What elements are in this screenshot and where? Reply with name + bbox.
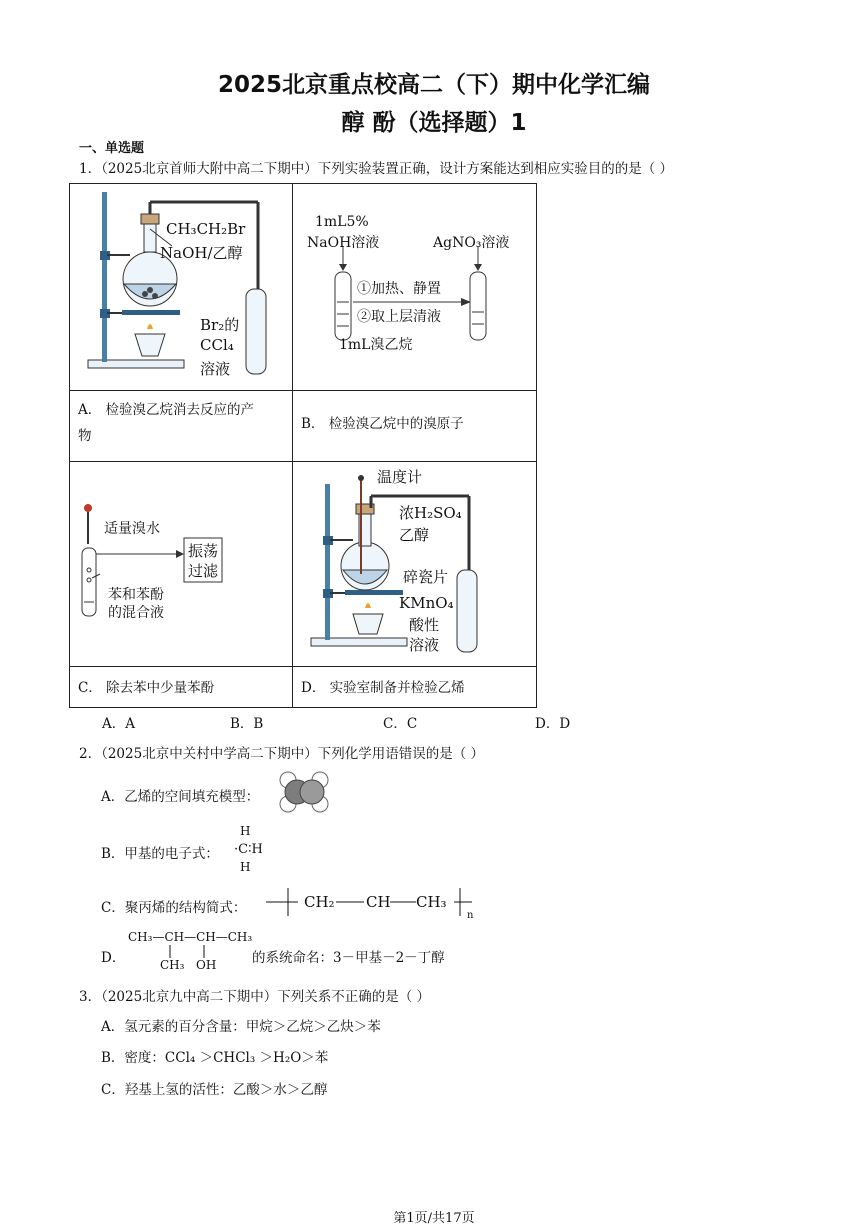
- caption-a-line1: A． 检验溴乙烷消去反应的产: [78, 402, 255, 418]
- question-2-stem: 2．（2025北京中关村中学高二下期中）下列化学用语错误的是（ ）: [79, 746, 484, 762]
- tube-label-2: CCl₄: [200, 336, 234, 354]
- reagent-label-2: NaOH/乙醇: [160, 244, 243, 262]
- alcohol-hydroxyl-branch: OH: [196, 958, 217, 972]
- sulfuric-acid-label: 浓H₂SO₄: [399, 504, 462, 522]
- q1-option-c[interactable]: C．C: [383, 716, 418, 732]
- cell-c-caption: [70, 667, 293, 708]
- reagent-label-1: CH₃CH₂Br: [166, 220, 246, 238]
- q3-option-c[interactable]: C．羟基上氢的活性：乙酸＞水＞乙醇: [101, 1082, 328, 1098]
- alcohol-main-chain: CH₃—CH—CH—CH₃: [128, 930, 253, 944]
- cell-a-caption: [70, 391, 293, 462]
- polymer-unit-ch3: CH₃: [416, 893, 447, 911]
- caption-a-line2: 物: [78, 428, 92, 444]
- naoh-volume-label: 1mL5%: [315, 214, 369, 230]
- section-heading: 一、单选题: [79, 141, 145, 156]
- solution-label: 溶液: [409, 636, 440, 654]
- q2-option-c[interactable]: C．聚丙烯的结构简式：: [101, 900, 247, 916]
- acidic-label: 酸性: [409, 616, 440, 634]
- question-1-table: [69, 183, 537, 708]
- q2-option-d[interactable]: D．: [101, 950, 126, 966]
- cell-d-figure: [293, 462, 537, 667]
- mixture-label-1: 苯和苯酚: [108, 587, 164, 603]
- agno3-label: AgNO₃溶液: [433, 235, 510, 251]
- document-subtitle: 醇 酚（选择题）1: [341, 110, 527, 136]
- q2-option-d-name: 的系统命名：3－甲基－2－丁醇: [252, 950, 445, 966]
- step-1-label: ①加热、静置: [357, 281, 441, 297]
- caption-b: B． 检验溴乙烷中的溴原子: [301, 416, 464, 432]
- tube-label-3: 溶液: [200, 360, 231, 378]
- q2-option-a[interactable]: A．乙烯的空间填充模型：: [101, 789, 260, 805]
- polymer-unit-ch: CH: [366, 893, 391, 911]
- caption-d: D． 实验室制备并检验乙烯: [301, 680, 465, 696]
- naoh-solution-label: NaOH溶液: [307, 235, 380, 251]
- porcelain-chips-label: 碎瓷片: [403, 568, 449, 586]
- methyl-h-top: H: [240, 824, 251, 838]
- q3-option-a[interactable]: A．氢元素的百分含量：甲烷＞乙烷＞乙炔＞苯: [101, 1019, 381, 1035]
- tube-label-1: Br₂的: [200, 316, 240, 334]
- caption-c: C． 除去苯中少量苯酚: [78, 680, 215, 696]
- apparatus-c-diagram: [70, 462, 292, 666]
- ethanol-label: 乙醇: [399, 526, 430, 544]
- cell-c-figure: [70, 462, 293, 667]
- q3-option-b[interactable]: B．密度：CCl₄ ＞CHCl₃ ＞H₂O＞苯: [101, 1050, 329, 1066]
- cell-a-figure: [70, 184, 293, 391]
- page-footer: 第1页/共17页: [393, 1211, 475, 1226]
- mixture-label-2: 的混合液: [108, 605, 164, 621]
- cell-b-caption: [293, 391, 537, 462]
- q1-option-d[interactable]: D．D: [535, 716, 571, 732]
- methyl-center: ·C∶H: [234, 842, 263, 857]
- question-1-stem: 1．（2025北京首师大附中高二下期中）下列实验装置正确，设计方案能达到相应实验目的的是（ ）: [79, 161, 673, 177]
- question-3-stem: 3．（2025北京九中高二下期中）下列关系不正确的是（ ）: [79, 989, 430, 1005]
- q1-option-a[interactable]: A．A: [102, 716, 135, 732]
- cell-b-figure: [293, 184, 537, 391]
- apparatus-a-diagram: [70, 184, 292, 390]
- cell-d-caption: [293, 667, 537, 708]
- methyl-h-bottom: H: [240, 860, 251, 874]
- q1-option-b[interactable]: B．B: [230, 716, 264, 732]
- ethylene-space-filling-model: [278, 770, 330, 814]
- kmno4-label: KMnO₄: [399, 594, 454, 612]
- thermometer-label: 温度计: [377, 468, 423, 486]
- step-2-label: ②取上层清液: [357, 309, 441, 325]
- q2-option-b[interactable]: B．甲基的电子式：: [101, 846, 219, 862]
- polymer-subscript-n: n: [467, 910, 474, 921]
- alcohol-methyl-branch: CH₃: [160, 958, 185, 972]
- box-label-1: 振荡: [188, 542, 219, 560]
- polymer-unit-ch2: CH₂: [304, 893, 335, 911]
- bromine-water-label: 适量溴水: [104, 521, 160, 537]
- box-label-2: 过滤: [188, 562, 219, 580]
- document-title: 2025北京重点校高二（下）期中化学汇编: [217, 72, 650, 98]
- bromoethane-label: 1mL溴乙烷: [339, 337, 413, 353]
